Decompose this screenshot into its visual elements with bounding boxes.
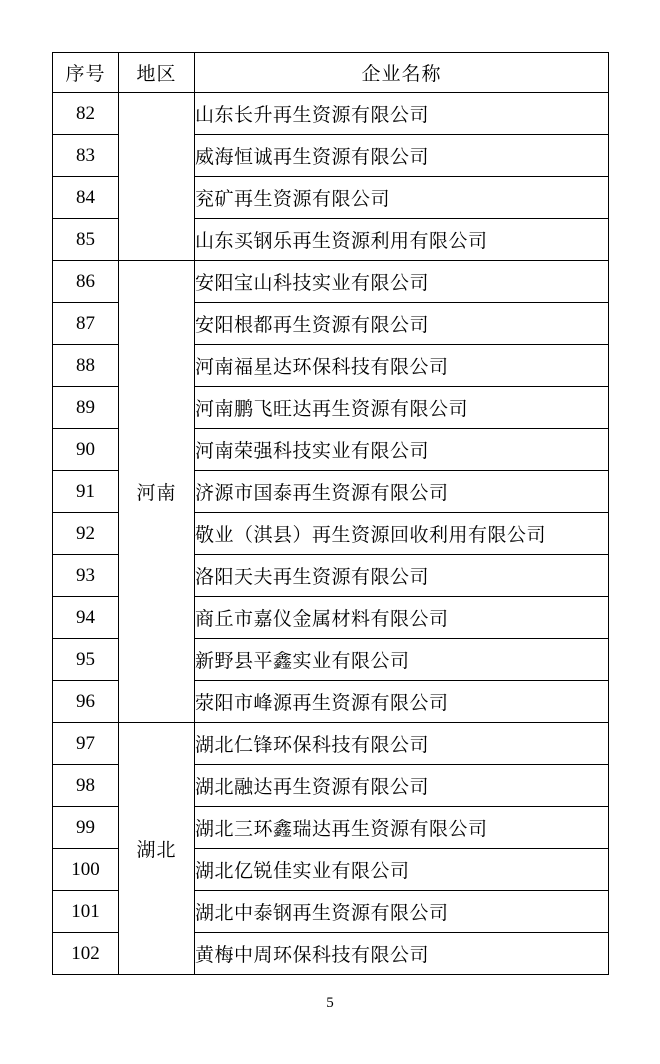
cell-enterprise-name: 安阳宝山科技实业有限公司: [195, 261, 609, 303]
cell-sequence: 98: [53, 765, 119, 807]
cell-enterprise-name: 河南鹏飞旺达再生资源有限公司: [195, 387, 609, 429]
cell-sequence: 99: [53, 807, 119, 849]
cell-sequence: 101: [53, 891, 119, 933]
cell-sequence: 83: [53, 135, 119, 177]
cell-enterprise-name: 河南福星达环保科技有限公司: [195, 345, 609, 387]
cell-enterprise-name: 荥阳市峰源再生资源有限公司: [195, 681, 609, 723]
cell-enterprise-name: 湖北三环鑫瑞达再生资源有限公司: [195, 807, 609, 849]
cell-sequence: 92: [53, 513, 119, 555]
cell-sequence: 87: [53, 303, 119, 345]
table-body: [53, 93, 609, 975]
cell-enterprise-name: 新野县平鑫实业有限公司: [195, 639, 609, 681]
cell-enterprise-name: 兖矿再生资源有限公司: [195, 177, 609, 219]
column-header-sequence: 序号: [53, 53, 119, 93]
cell-sequence: 91: [53, 471, 119, 513]
enterprise-list-table: [52, 52, 609, 975]
cell-enterprise-name: 敬业（淇县）再生资源回收利用有限公司: [195, 513, 609, 555]
cell-sequence: 100: [53, 849, 119, 891]
cell-enterprise-name: 安阳根都再生资源有限公司: [195, 303, 609, 345]
cell-enterprise-name: 河南荣强科技实业有限公司: [195, 429, 609, 471]
cell-region: 湖北: [119, 723, 195, 975]
cell-enterprise-name: 山东买钢乐再生资源利用有限公司: [195, 219, 609, 261]
cell-region: 河南: [119, 261, 195, 723]
column-header-enterprise-name: 企业名称: [195, 53, 609, 93]
cell-enterprise-name: 洛阳天夫再生资源有限公司: [195, 555, 609, 597]
column-header-region: 地区: [119, 53, 195, 93]
cell-sequence: 84: [53, 177, 119, 219]
cell-enterprise-name: 山东长升再生资源有限公司: [195, 93, 609, 135]
cell-sequence: 89: [53, 387, 119, 429]
table-row: [53, 93, 609, 135]
cell-enterprise-name: 威海恒诚再生资源有限公司: [195, 135, 609, 177]
cell-sequence: 85: [53, 219, 119, 261]
table-row: [53, 261, 609, 303]
table-header-row: [53, 53, 609, 93]
cell-sequence: 86: [53, 261, 119, 303]
cell-region: [119, 93, 195, 261]
cell-sequence: 95: [53, 639, 119, 681]
cell-enterprise-name: 湖北中泰钢再生资源有限公司: [195, 891, 609, 933]
table-header: [53, 53, 609, 93]
cell-sequence: 82: [53, 93, 119, 135]
cell-sequence: 94: [53, 597, 119, 639]
cell-enterprise-name: 湖北仁锋环保科技有限公司: [195, 723, 609, 765]
cell-sequence: 96: [53, 681, 119, 723]
cell-sequence: 88: [53, 345, 119, 387]
cell-sequence: 90: [53, 429, 119, 471]
table-row: [53, 723, 609, 765]
cell-enterprise-name: 黄梅中周环保科技有限公司: [195, 933, 609, 975]
cell-enterprise-name: 湖北融达再生资源有限公司: [195, 765, 609, 807]
page-number: 5: [326, 995, 334, 1011]
cell-sequence: 97: [53, 723, 119, 765]
cell-sequence: 102: [53, 933, 119, 975]
cell-enterprise-name: 湖北亿锐佳实业有限公司: [195, 849, 609, 891]
cell-enterprise-name: 济源市国泰再生资源有限公司: [195, 471, 609, 513]
cell-sequence: 93: [53, 555, 119, 597]
cell-enterprise-name: 商丘市嘉仪金属材料有限公司: [195, 597, 609, 639]
